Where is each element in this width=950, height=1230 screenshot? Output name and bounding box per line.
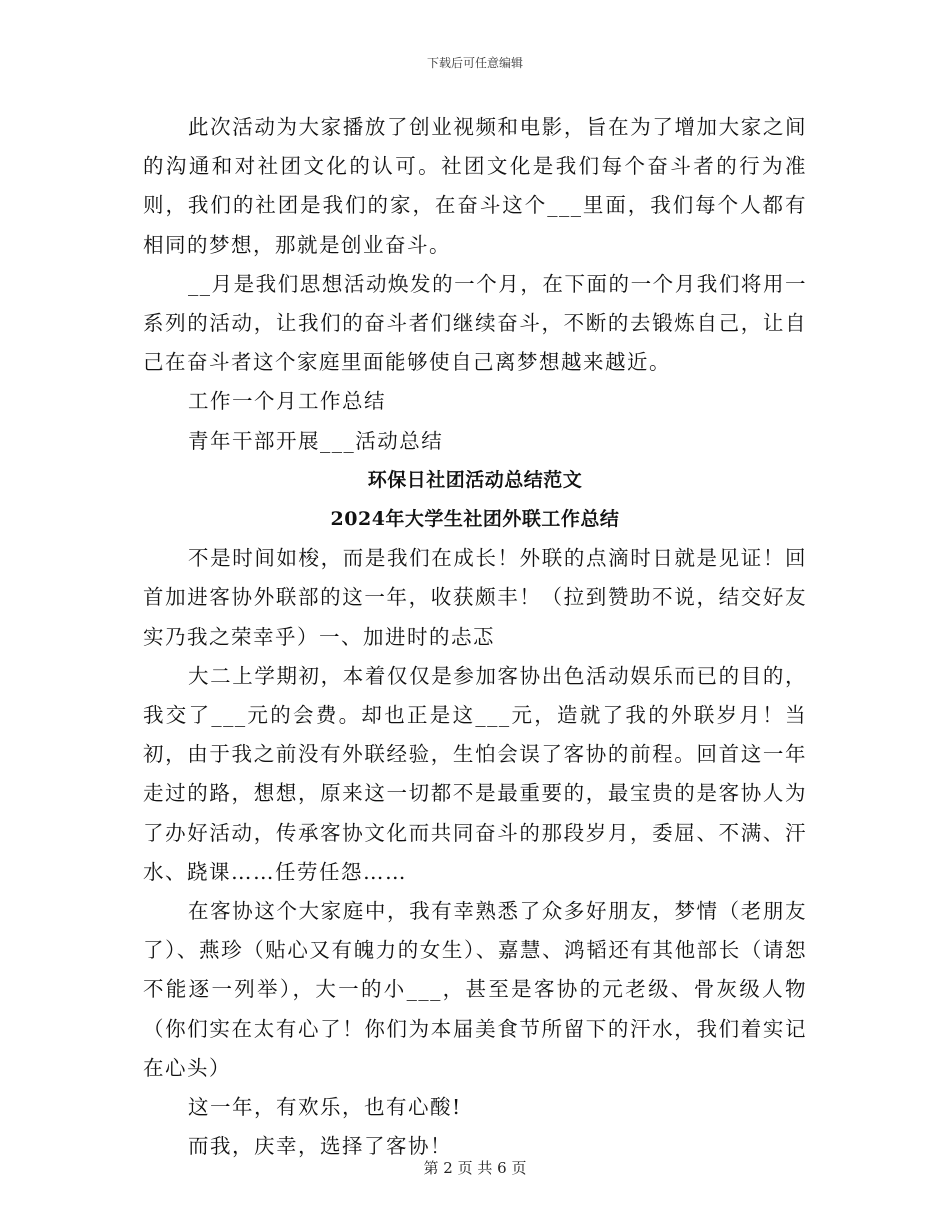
paragraph: 在客协这个大家庭中，我有幸熟悉了众多好朋友，梦情（老朋友了）、燕珍（贴心又有魄力的女生）、嘉慧、鸿韬还有其他部长（请恕不能逐一列举），大一的小___，甚至是客协的元老级、骨灰级人物（你们实在太有心了！你们为本届美食节所留下的汗水，我们着实记在心头） [143, 899, 807, 1080]
section-title: 环保日社团活动总结范文 [367, 468, 583, 491]
paragraph: 大二上学期初，本着仅仅是参加客协出色活动娱乐而已的目的，我交了___元的会费。却也正是这___元，造就了我的外联岁月！当初，由于我之前没有外联经验，生怕会误了客协的前程。回首这一年走过的路，想想，原来这一切都不是最重要的，最宝贵的是客协人为了办好活动，传承客协文化而共同奋斗的那段岁月，委屈、不满、汗水、跷课……任劳任怨…… [143, 663, 807, 884]
paragraph: 青年干部开展___活动总结 [188, 428, 444, 453]
page-header-note: 下载后可任意编辑 [426, 56, 523, 70]
page-number: 第 2 页 共 6 页 [423, 1159, 527, 1177]
document-body [143, 108, 807, 1166]
paragraph: 工作一个月工作总结 [188, 389, 386, 414]
paragraph: 这一年，有欢乐，也有心酸! [188, 1095, 462, 1120]
paragraph: 而我，庆幸，选择了客协！ [188, 1134, 452, 1159]
section-title: 2024年大学生社团外联工作总结 [330, 508, 620, 531]
paragraph: 此次活动为大家播放了创业视频和电影，旨在为了增加大家之间的沟通和对社团文化的认可。社团文化是我们每个奋斗者的行为准则，我们的社团是我们的家，在奋斗这个___里面，我们每个人都有相同的梦想，那就是创业奋斗。 [143, 115, 807, 257]
paragraph: __月是我们思想活动焕发的一个月，在下面的一个月我们将用一系列的活动，让我们的奋斗者们继续奋斗，不断的去锻炼自己，让自己在奋斗者这个家庭里面能够使自己离梦想越来越近。 [143, 271, 807, 375]
paragraph: 不是时间如梭，而是我们在成长！外联的点滴时日就是见证！回首加进客协外联部的这一年，收获颇丰！（拉到赞助不说，结交好友实乃我之荣幸乎）一、加进时的忐忑 [143, 546, 807, 649]
